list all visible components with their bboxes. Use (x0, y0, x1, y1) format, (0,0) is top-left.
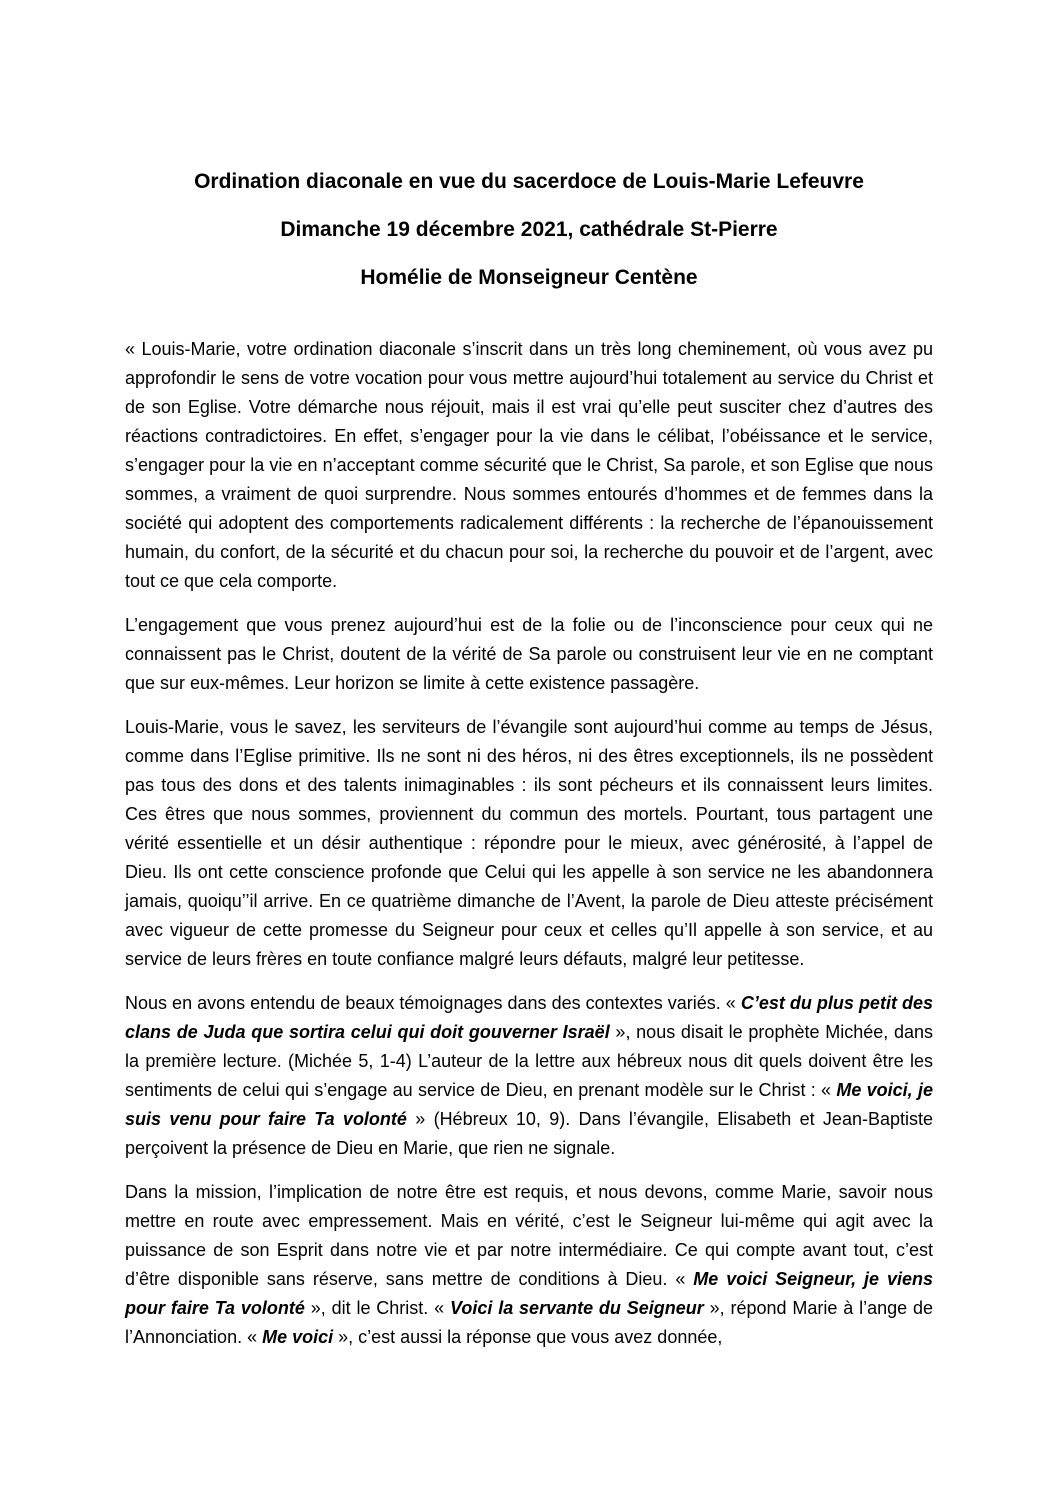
text-segment: », dit le Christ. « (304, 1298, 450, 1318)
document-title: Ordination diaconale en vue du sacerdoce de Louis-Marie Lefeuvre (194, 170, 864, 193)
scripture-quote-segment: Me voici Seigneur, je viens pour faire Ta volonté (125, 1269, 934, 1318)
text-segment: Dans la mission, l’implication de notre être est requis, et nous devons, comme Marie, savoir nous mettre en route avec empressement. Mais en vérité, c’est le Seigneur lui-même qui agit avec la puissance de son Esprit dans notre vie et par notre intermédiaire. Ce qui compte avant tout, c’est d’être disponible sans réserve, sans mettre de conditions à Dieu. « (125, 1182, 933, 1289)
scripture-quote-segment: Me voici, je suis venu pour faire Ta volonté (125, 1080, 933, 1129)
paragraph (125, 989, 933, 1163)
text-segment: Louis-Marie, vous le savez, les serviteurs de l’évangile sont aujourd’hui comme au temps de Jésus, comme dans l’Eglise primitive. Ils ne sont ni des héros, ni des êtres exceptionnels, ils ne possèdent pas tous des dons et des talents inimaginables : ils sont pécheurs et ils connaissent leurs limites. Ces êtres que nous sommes, proviennent du commun des mortels. Pourtant, tous partagent une vérité essentielle et un désir authentique : répondre pour le mieux, avec générosité, à l’appel de Dieu. Ils ont cette conscience profonde que Celui qui les appelle à son service ne les abandonnera jamais, quoiqu’’il arrive. En ce quatrième dimanche de l’Avent, la parole de Dieu atteste précisément avec vigueur de cette promesse du Seigneur pour ceux et celles qu’Il appelle à son service, et au service de leurs frères en toute confiance malgré leurs défauts, malgré leur petitesse. (125, 717, 933, 969)
scripture-quote-segment: C’est du plus petit des clans de Juda que sortira celui qui doit gouverner Israël (125, 993, 933, 1042)
text-segment: » (Hébreux 10, 9). Dans l’évangile, Elisabeth et Jean-Baptiste perçoivent la présence de Dieu en Marie, que rien ne signale. (125, 1109, 933, 1158)
paragraph (125, 713, 933, 974)
paragraph (125, 1178, 933, 1352)
scripture-quote-segment: Me voici (262, 1327, 334, 1347)
text-segment: », c’est aussi la réponse que vous avez donnée, (333, 1327, 723, 1347)
text-segment: L’engagement que vous prenez aujourd’hui est de la folie ou de l’inconscience pour ceux qui ne connaissent pas le Christ, doutent de la vérité de Sa parole ou construisent leur vie en ne comptant que sur eux-mêmes. Leur horizon se limite à cette existence passagère. (125, 615, 933, 693)
text-segment: », répond Marie à l’ange de l’Annonciation. « (125, 1298, 933, 1347)
document-subtitle-author: Homélie de Monseigneur Centène (360, 266, 698, 289)
text-segment: », nous disait le prophète Michée, dans la première lecture. (Michée 5, 1-4) L’auteur de la lettre aux hébreux nous dit quels doivent être les sentiments de celui qui s’engage au service de Dieu, en prenant modèle sur le Christ : « (125, 1022, 934, 1100)
text-segment: « Louis-Marie, votre ordination diaconale s’inscrit dans un très long cheminement, où vous avez pu approfondir le sens de votre vocation pour vous mettre aujourd’hui totalement au service du Christ et de son Eglise. Votre démarche nous réjouit, mais il est vrai qu’elle peut susciter chez d’autres des réactions contradictoires. En effet, s’engager pour la vie dans le célibat, l’obéissance et le service, s’engager pour la vie en n’acceptant comme sécurité que le Christ, Sa parole, et son Eglise que nous sommes, a vraiment de quoi surprendre. Nous sommes entourés d’hommes et de femmes dans la société qui adoptent des comportements radicalement différents : la recherche de l’épanouissement humain, du confort, de la sécurité et du chacun pour soi, la recherche du pouvoir et de l’argent, avec tout ce que cela comporte. (125, 339, 933, 591)
document-subtitle-date: Dimanche 19 décembre 2021, cathédrale St-Pierre (280, 218, 778, 241)
paragraph (125, 335, 933, 596)
paragraph (125, 611, 933, 698)
document-body (125, 335, 933, 1352)
text-segment: Nous en avons entendu de beaux témoignages dans des contextes variés. « (125, 993, 741, 1013)
scripture-quote-segment: Voici la servante du Seigneur (450, 1298, 704, 1318)
